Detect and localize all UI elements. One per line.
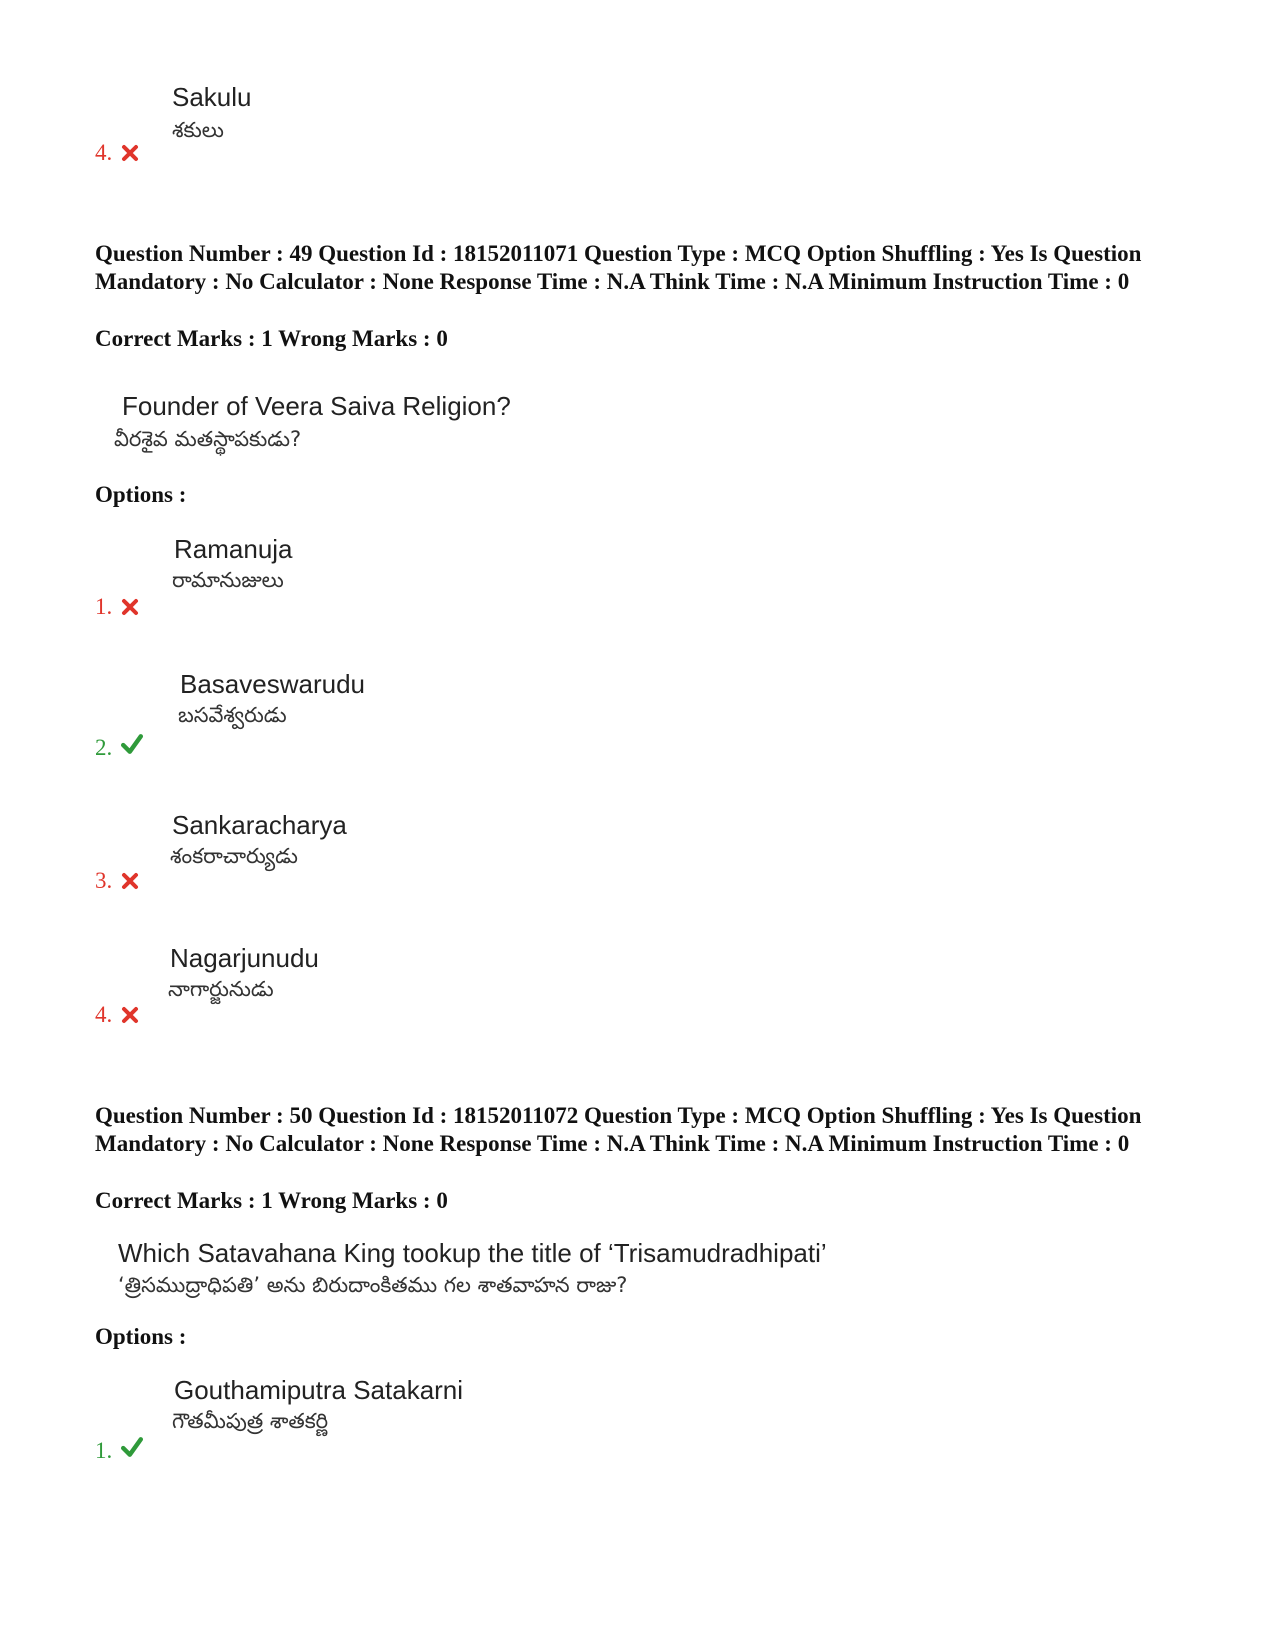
q49-option-4-marker [95, 1002, 140, 1028]
q50-marks: Correct Marks : 1 Wrong Marks : 0 [95, 1188, 448, 1213]
q50-options-label: Options : [95, 1324, 187, 1349]
q49-option-3-english: Sankaracharya [172, 810, 347, 840]
cross-icon [120, 871, 140, 891]
check-icon [120, 733, 144, 755]
prev-option-marker [95, 140, 140, 166]
q49-meta: Question Number : 49 Question Id : 18152011071 Question Type : MCQ Option Shuffling : Yes Is Question Mandatory : No Calculator : None Response Time : N.A Think Time : N.A Minimum Instruction Time : 0 [95, 241, 1142, 294]
q49-options-label: Options : [95, 482, 187, 507]
q50-option-1-telugu: గౌతమీపుత్ర శాతకర్ణి [172, 1409, 329, 1433]
cross-icon [120, 143, 140, 163]
q50-question-telugu: ‘త్రిసముద్రాధిపతి’ అను బిరుదాంకితము గల శాతవాహన రాజు? [118, 1273, 628, 1297]
q49-question-english: Founder of Veera Saiva Religion? [122, 391, 511, 421]
q49-option-3-marker [95, 868, 140, 894]
q49-option-1-marker [95, 594, 140, 620]
option-number: 1. [95, 594, 113, 619]
prev-option-telugu: శకులు [172, 118, 224, 142]
q49-marks: Correct Marks : 1 Wrong Marks : 0 [95, 326, 448, 351]
cross-icon [120, 597, 140, 617]
q49-option-3-telugu: శంకరాచార్యుడు [170, 844, 298, 868]
q49-option-2-telugu: బసవేశ్వరుడు [178, 703, 287, 727]
q50-option-1-english: Gouthamiputra Satakarni [174, 1375, 464, 1405]
option-number: 2. [95, 735, 113, 760]
q49-option-2-english: Basaveswarudu [180, 669, 365, 699]
option-number: 3. [95, 868, 113, 893]
option-number: 1. [95, 1438, 113, 1463]
q49-option-2-marker [95, 735, 144, 761]
check-icon [120, 1436, 144, 1458]
cross-icon [120, 1005, 140, 1025]
q49-option-1-english: Ramanuja [174, 534, 293, 564]
option-number: 4. [95, 140, 113, 165]
q50-question-english: Which Satavahana King tookup the title of ‘Trisamudradhipati’ [118, 1238, 827, 1268]
q49-question-telugu: వీరశైవ మతస్థాపకుడు? [114, 427, 302, 451]
q49-option-4-english: Nagarjunudu [170, 943, 319, 973]
option-number: 4. [95, 1002, 113, 1027]
q50-option-1-marker [95, 1438, 144, 1464]
prev-option-english: Sakulu [172, 82, 252, 112]
q49-option-4-telugu: నాగార్జునుడు [168, 977, 274, 1001]
q49-option-1-telugu: రామానుజులు [172, 568, 284, 592]
q50-meta: Question Number : 50 Question Id : 18152011072 Question Type : MCQ Option Shuffling : Yes Is Question Mandatory : No Calculator : None Response Time : N.A Think Time : N.A Minimum Instruction Time : 0 [95, 1103, 1142, 1156]
